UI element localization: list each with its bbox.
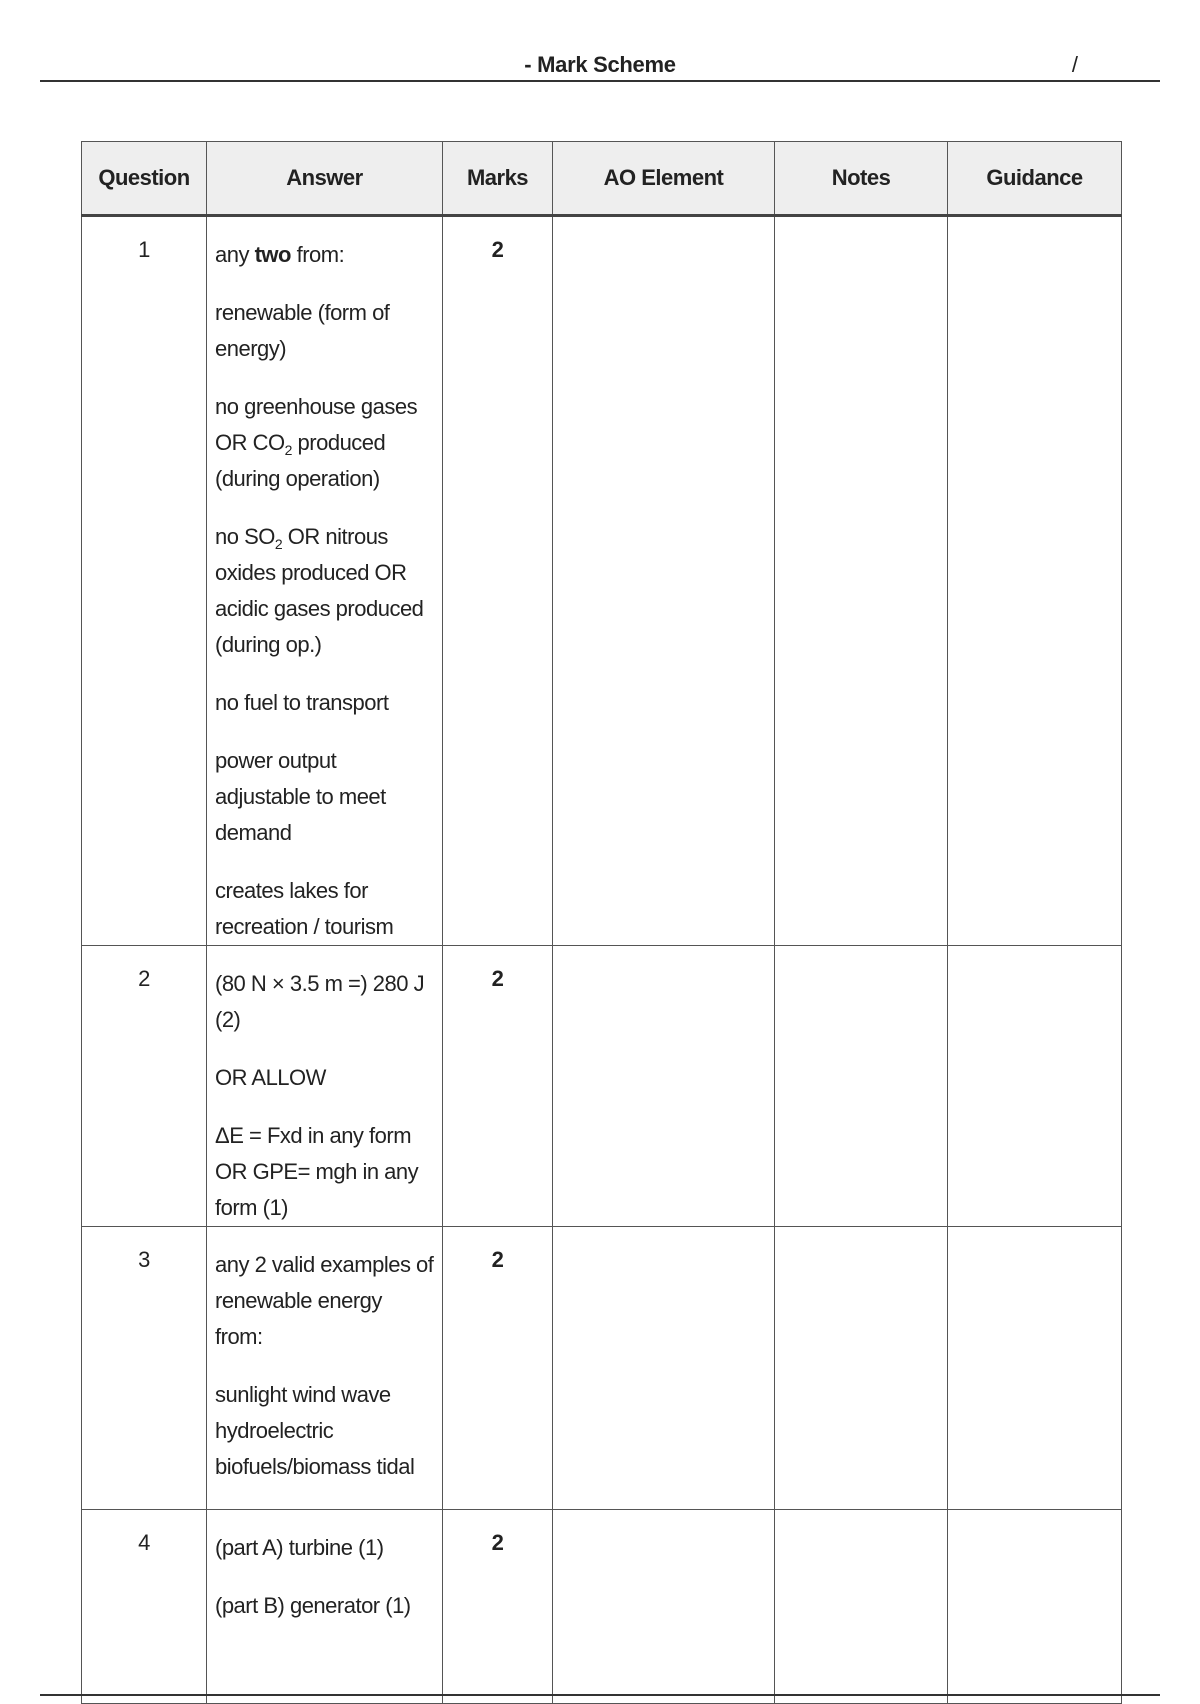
table-row (82, 1510, 1122, 1704)
question-number: 3 (82, 1227, 207, 1510)
marks-value: 2 (443, 946, 553, 1227)
notes-cell (775, 1510, 948, 1704)
answer-line: OR ALLOW (215, 1065, 326, 1090)
question-number: 2 (82, 946, 207, 1227)
ao-element-cell (553, 1227, 775, 1510)
answer-line: creates lakes for recreation / tourism (215, 878, 394, 939)
page-header-title: - Mark Scheme (524, 52, 676, 77)
answer-line (215, 237, 434, 273)
answer-text: any (215, 242, 255, 267)
answer-line: sunlight wind wave hydroelectric biofuels/biomass tidal (215, 1382, 415, 1479)
table-row (82, 946, 1122, 1227)
answer-line (215, 389, 434, 497)
column-header-marks: Marks (443, 142, 553, 216)
answer-cell (207, 946, 443, 1227)
answer-line: ΔE = Fxd in any form OR GPE= mgh in any form (1) (215, 1123, 419, 1220)
marks-value: 2 (443, 1227, 553, 1510)
table-header-row (82, 142, 1122, 216)
subscript: 2 (284, 442, 292, 458)
answer-line: any 2 valid examples of renewable energy from: (215, 1252, 434, 1349)
answer-text: produced (during operation) (215, 430, 386, 491)
footer-rule (40, 1694, 1160, 1696)
column-header-question: Question (82, 142, 207, 216)
table-row (82, 216, 1122, 946)
column-header-ao-element: AO Element (553, 142, 775, 216)
answer-cell (207, 216, 443, 946)
mark-scheme-table (81, 141, 1122, 1704)
marks-value: 2 (443, 1510, 553, 1704)
question-number: 1 (82, 216, 207, 946)
notes-cell (775, 1227, 948, 1510)
subscript: 2 (274, 536, 283, 552)
header-rule (40, 80, 1160, 82)
answer-line (215, 519, 434, 663)
answer-line: (part B) generator (1) (215, 1593, 411, 1618)
answer-line: renewable (form of energy) (215, 300, 390, 361)
answer-text: no greenhouse gases OR CO (215, 394, 418, 455)
answer-line: power output adjustable to meet demand (215, 748, 386, 845)
answer-text: no SO (215, 524, 275, 549)
marks-value: 2 (443, 216, 553, 946)
column-header-notes: Notes (775, 142, 948, 216)
answer-bold-text: two (254, 242, 291, 267)
guidance-cell (948, 1510, 1122, 1704)
answer-line: no fuel to transport (215, 690, 389, 715)
table-row (82, 1227, 1122, 1510)
guidance-cell (948, 216, 1122, 946)
page-header-slash: / (1071, 52, 1078, 77)
answer-cell (207, 1510, 443, 1704)
ao-element-cell (553, 216, 775, 946)
notes-cell (775, 946, 948, 1227)
guidance-cell (948, 946, 1122, 1227)
ao-element-cell (553, 1510, 775, 1704)
answer-line: (part A) turbine (1) (215, 1535, 384, 1560)
answer-text: OR nitrous oxides produced OR acidic gases produced (during op.) (215, 524, 424, 657)
answer-line: (80 N × 3.5 m =) 280 J (2) (215, 971, 425, 1032)
column-header-answer: Answer (207, 142, 443, 216)
column-header-guidance: Guidance (948, 142, 1122, 216)
ao-element-cell (553, 946, 775, 1227)
notes-cell (775, 216, 948, 946)
guidance-cell (948, 1227, 1122, 1510)
question-number: 4 (82, 1510, 207, 1704)
answer-text: from: (290, 242, 345, 267)
answer-cell (207, 1227, 443, 1510)
